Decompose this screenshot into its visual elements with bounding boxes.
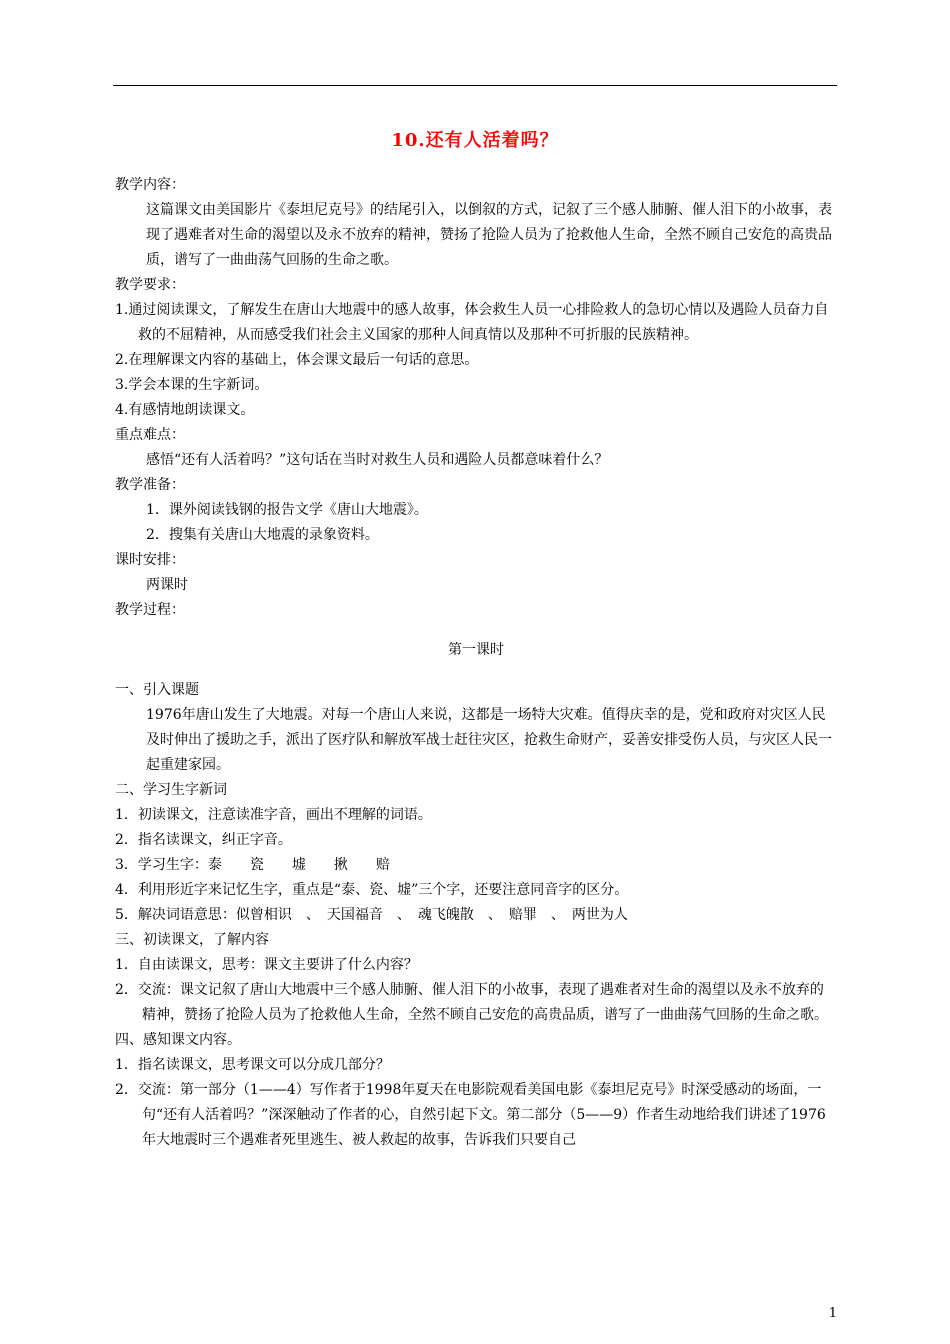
paragraph: 教学内容：: [115, 177, 185, 193]
paragraph: 第一课时: [448, 642, 504, 658]
paragraph: 1.通过阅读课文，了解发生在唐山大地震中的感人故事，体会救生人员一心排险救人的急切心情以及遇险人员奋力自救的不屈精神，从而感受我们社会主义国家的那种人间真情以及那种不可折服的民族精神。: [115, 302, 829, 343]
paragraph: 一、引入课题: [115, 682, 199, 698]
paragraph: 2.在理解课文内容的基础上，体会课文最后一句话的意思。: [115, 352, 479, 368]
paragraph: 4.有感情地朗读课文。: [115, 402, 255, 418]
paragraph: 3.学会本课的生字新词。: [115, 377, 269, 393]
paragraph: 感悟“还有人活着吗？”这句话在当时对救生人员和遇险人员都意味着什么？: [146, 452, 609, 468]
paragraph: 三、初读课文，了解内容: [115, 932, 269, 948]
paragraph: 1．自由读课文，思考：课文主要讲了什么内容？: [115, 957, 418, 973]
document-body: [115, 173, 837, 1153]
paragraph: 课时安排：: [115, 552, 185, 568]
paragraph: 1．初读课文，注意读准字音，画出不理解的词语。: [115, 807, 432, 823]
paragraph: 两课时: [146, 577, 188, 593]
paragraph: 3．学习生字：泰 瓷 墟 揪 赔: [115, 857, 390, 873]
paragraph: 2．搜集有关唐山大地震的录象资料。: [146, 527, 379, 543]
paragraph: 1．指名读课文，思考课文可以分成几部分？: [115, 1057, 390, 1073]
paragraph: 5．解决词语意思：似曾相识 、 天国福音 、 魂飞魄散 、 赔罪 、 两世为人: [115, 907, 628, 923]
header-rule: [113, 85, 837, 86]
paragraph: 2．交流：课文记叙了唐山大地震中三个感人肺腑、催人泪下的小故事，表现了遇难者对生命的渴望以及永不放弃的精神，赞扬了抢险人员为了抢救他人生命，全然不顾自己安危的高贵品质，谱写了一曲曲荡气回肠的生命之歌。: [115, 982, 828, 1023]
paragraph: 四、感知课文内容。: [115, 1032, 241, 1048]
paragraph: 2．指名读课文，纠正字音。: [115, 832, 292, 848]
paragraph: 这篇课文由美国影片《泰坦尼克号》的结尾引入，以倒叙的方式，记叙了三个感人肺腑、催人泪下的小故事，表现了遇难者对生命的渴望以及永不放弃的精神，赞扬了抢险人员为了抢救他人生命，全然不顾自己安危的高贵品质，谱写了一曲曲荡气回肠的生命之歌。: [146, 202, 832, 268]
paragraph: 2．交流：第一部分（1——4）写作者于1998年夏天在电影院观看美国电影《泰坦尼克号》时深受感动的场面，一句“还有人活着吗？”深深触动了作者的心，自然引起下文。第二部分（5——9）作者生动地给我们讲述了1976年大地震时三个遇难者死里逃生、被人救起的故事，告诉我们只要自己: [115, 1082, 826, 1148]
paragraph: 重点难点：: [115, 427, 185, 443]
paragraph: 1976年唐山发生了大地震。对每一个唐山人来说，这都是一场特大灾难。值得庆幸的是，党和政府对灾区人民及时伸出了援助之手，派出了医疗队和解放军战士赶往灾区，抢救生命财产，妥善安排受伤人员，与灾区人民一起重建家园。: [146, 707, 832, 773]
document-title: 10.还有人活着吗？: [391, 130, 559, 151]
page-number: 1: [828, 1306, 837, 1321]
paragraph: 教学过程：: [115, 602, 185, 618]
paragraph: 1．课外阅读钱钢的报告文学《唐山大地震》。: [146, 502, 428, 518]
paragraph: 教学准备：: [115, 477, 185, 493]
paragraph: 教学要求：: [115, 277, 185, 293]
paragraph: 4．利用形近字来记忆生字，重点是“泰、瓷、墟”三个字，还要注意同音字的区分。: [115, 882, 629, 898]
paragraph: 二、学习生字新词: [115, 782, 227, 798]
